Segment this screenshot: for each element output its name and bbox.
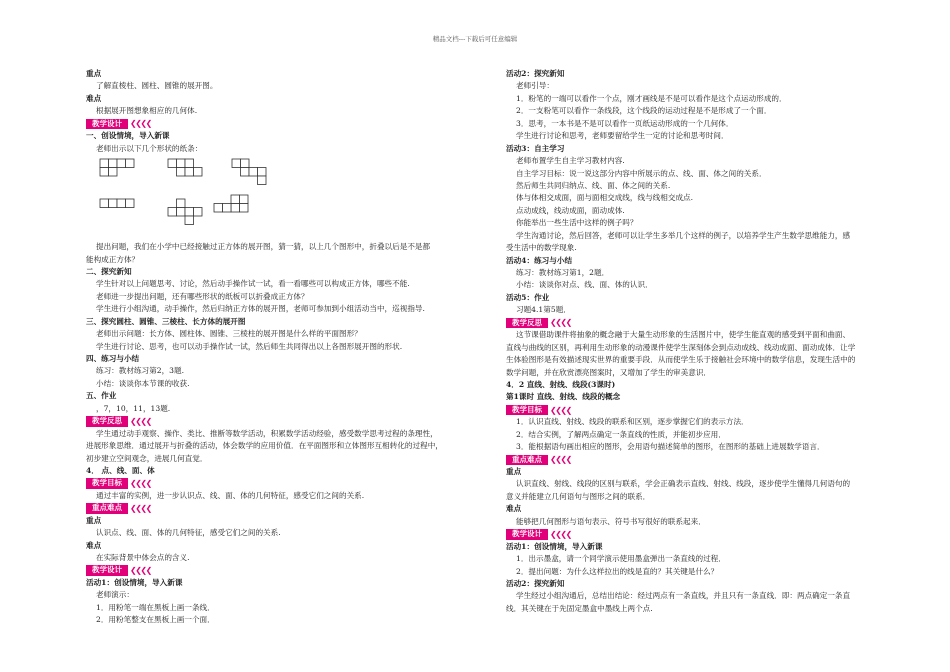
text-line: 老师进一步提出问题，还有哪些形状的纸板可以折叠成正方体？ <box>96 291 309 301</box>
chevron-decoration-icon: ❮❮❮❮ <box>130 119 151 129</box>
section-heading: 四、练习与小结 <box>86 354 140 363</box>
text-line: 1．认识直线、射线、线段的联系和区别，逐步掌握它们的表示方法． <box>516 417 749 427</box>
text-line: 3．能根据语句画出相应的图形，会用语句描述简单的图形，在图形的基础上进展数学语言． <box>516 442 825 452</box>
chevron-decoration-icon: ❮❮❮❮ <box>130 503 151 513</box>
text-line: 能构成正方体？ <box>86 254 140 264</box>
text-line: 1．出示墨盒，请一个同学演示使用墨盒弹出一条直线的过程． <box>516 554 726 564</box>
section-heading: 三、探究圆柱、圆锥、三棱柱、长方体的展开图 <box>86 316 246 326</box>
text-line: 然后师生共同归纳点、线、面、体之间的关系. <box>516 180 671 190</box>
net-square <box>177 168 186 177</box>
banner-label: 教学设计 <box>86 119 128 130</box>
text-line: 学生沟通讨论，然后回答，老师可以让学生多举几个这样的例子，以培养学生产生数学思维能力，感 <box>516 230 851 240</box>
section-heading: 重点 <box>86 69 102 78</box>
net-square <box>177 208 186 217</box>
text-line: 学生进行讨论和思考，老师要留给学生一定的讨论和思考时间． <box>516 131 729 141</box>
net-square <box>168 208 177 217</box>
banner-label: 教学设计 <box>86 565 128 576</box>
text-line: 小结：谈谈你对点、线、面、体的认识． <box>516 280 653 290</box>
chevron-decoration-icon: ❮❮❮❮ <box>550 318 571 328</box>
section-heading: 难点 <box>86 540 102 550</box>
paper-strip-nets-figure <box>86 155 306 241</box>
text-line: 了解直棱柱、圆柱、圆锥的展开图。 <box>96 81 218 91</box>
net-square <box>177 159 186 168</box>
text-line: 练习：教材练习第2，3题. <box>96 366 185 376</box>
banner-label: 教学目标 <box>86 478 128 489</box>
text-line: 小结：谈谈你本节课的收获. <box>96 378 190 388</box>
text-line: 认识直线、射线、线段的区别与联系，学会正确表示直线、射线、线段，逐步使学生懂得几何语句的 <box>516 479 851 489</box>
text-line: 通过丰富的实例，进一步认识点、线、面、体的几何特征，感受它们之间的关系. <box>96 490 365 500</box>
text-line: 初步建立空间观念，进展几何直觉． <box>86 453 208 463</box>
section-banner <box>86 477 486 489</box>
net-square <box>185 168 194 177</box>
text-line: 老师演示： <box>96 590 134 600</box>
banner-label: 教学设计 <box>506 529 548 540</box>
text-line: 自主学习目标：说一说这部分内容中所展示的点、线、面、体之间的关系． <box>516 168 767 178</box>
text-line: 1．用粉笔一端在黑板上画一条线． <box>96 602 215 612</box>
net-square <box>185 216 194 225</box>
text-line: 学生进行小组沟通，动手操作，然后归纳正方体的展开图，老师可参加到小组活动当中，巡视指导. <box>96 304 425 314</box>
net-square <box>249 168 258 177</box>
section-heading: 重点 <box>506 467 522 476</box>
banner-label: 教学反思 <box>506 318 548 329</box>
net-square <box>126 159 135 168</box>
section-heading: 难点 <box>506 504 522 514</box>
banner-label: 重点难点 <box>506 455 548 466</box>
section-banner <box>506 528 906 540</box>
page-header: 精品文档---下载后可任意编辑 <box>432 35 518 43</box>
nets-figure-container <box>86 155 486 241</box>
net-square <box>194 208 203 217</box>
banner-label: 重点难点 <box>86 503 128 514</box>
net-square <box>100 159 109 168</box>
section-heading: 活动2：探究新知 <box>506 578 565 588</box>
text-line: 老师引导： <box>516 81 554 91</box>
text-line: 老师布置学生自主学习教材内容. <box>516 156 625 166</box>
section-banner <box>506 454 906 466</box>
chevron-decoration-icon: ❮❮❮❮ <box>550 455 571 465</box>
net-square <box>232 159 241 168</box>
section-heading: 活动3：自主学习 <box>506 143 565 153</box>
net-square <box>126 199 135 208</box>
text-line: 3．思考，一本书是不是可以看作一页纸运动形成的一个几何体． <box>516 118 734 128</box>
net-square <box>109 159 118 168</box>
net-square <box>100 168 109 177</box>
section-heading: 第1课时 直线、射线、线段的概念 <box>506 392 621 402</box>
chevron-decoration-icon: ❮❮❮❮ <box>550 529 571 539</box>
square-net-5 <box>232 159 266 185</box>
chevron-decoration-icon: ❮❮❮❮ <box>130 566 151 576</box>
section-heading: 4． 点、线、面、体 <box>86 465 155 475</box>
net-square <box>231 195 240 204</box>
net-square <box>109 168 118 177</box>
square-net-4 <box>168 199 202 225</box>
text-line: 这节课借助课件将抽象的概念融于大量生动形象的生活图片中，使学生能直观的感受到平面和曲面、 <box>516 330 851 340</box>
chevron-decoration-icon: ❮❮❮❮ <box>130 416 151 426</box>
net-square <box>258 168 267 177</box>
section-heading: 活动1：创设情境，导入新课 <box>86 577 183 587</box>
text-line: 根据展开图想象相应的几何体. <box>96 106 198 116</box>
left-column <box>86 68 486 627</box>
square-net-3 <box>168 159 202 176</box>
section-heading: 五、作业 <box>86 391 117 401</box>
right-column <box>506 68 906 615</box>
text-line: 学生针对以上问题思考、讨论，然后动手操作试一试，看一看哪些可以构成正方体，哪些不能. <box>96 279 410 289</box>
net-square <box>241 168 250 177</box>
text-line: 意义并能建立几何语句与图形之间的联系． <box>506 491 651 501</box>
section-heading: 一、创设情境，导入新课 <box>86 131 170 141</box>
net-square <box>117 199 126 208</box>
text-line: 直线与曲线的区别，再利用生动形象的动漫课件使学生深刻体会到点动成线、线动成面、面动成体．让学 <box>506 342 856 352</box>
section-banner <box>86 118 486 130</box>
section-heading: 二、探究新知 <box>86 266 132 276</box>
chevron-decoration-icon: ❮❮❮❮ <box>130 479 151 489</box>
text-line: 2．结合实例，了解两点确定一条直线的性质，并能初步应用． <box>516 429 726 439</box>
text-line: 你能举出一些生活中这样的例子吗？ <box>516 218 638 228</box>
section-banner <box>86 564 486 576</box>
net-square <box>168 159 177 168</box>
text-line: 线．其关键在于先固定墨盒中墨线上两个点. <box>506 603 653 613</box>
square-net-1 <box>100 159 134 176</box>
text-line: 生体验图形是有效描述现实世界的重要手段．从而使学生乐于接触社会环境中的数学信息，发现生活中的 <box>506 355 856 365</box>
text-line: 2．一支粉笔可以看作一条线段，这个线段的运动过程是不是形成了一个面． <box>516 106 772 116</box>
text-line: 2．用粉笔整支在黑板上画一个面． <box>96 615 215 625</box>
text-line: 数学问题，并在欣赏漂亮图案时，又增加了学生的审美意识． <box>506 367 712 377</box>
section-banner <box>506 317 906 329</box>
text-line: 体与体相交成面，面与面相交成线，线与线相交成点. <box>516 193 694 203</box>
section-banner <box>86 502 486 514</box>
section-heading: 难点 <box>86 93 102 103</box>
text-line: 能够把几何图形与语句表示、符号书写很好的联系起来． <box>516 516 706 526</box>
text-line: 受生活中的数学现象. <box>506 243 577 253</box>
net-square <box>100 199 109 208</box>
net-square <box>214 204 223 213</box>
section-heading: 活动2：探究新知 <box>506 69 565 78</box>
net-square <box>231 204 240 213</box>
net-square <box>109 199 118 208</box>
text-line: 点动成线，线动成面，面动成体. <box>516 205 625 215</box>
square-net-2 <box>100 199 134 208</box>
banner-label: 教学反思 <box>86 416 128 427</box>
net-square <box>117 159 126 168</box>
text-line: 在实际背景中体会点的含义. <box>96 553 190 562</box>
chevron-decoration-icon: ❮❮❮❮ <box>550 405 571 415</box>
banner-label: 教学目标 <box>506 405 548 416</box>
net-square <box>240 195 249 204</box>
net-square <box>194 168 203 177</box>
section-heading: 活动4：练习与小结 <box>506 255 573 265</box>
text-line: 进展形象思维．通过展开与折叠的活动，体会数学的应用价值．在平面图形和立体图形互相转化的过程中， <box>86 441 443 451</box>
section-banner <box>86 415 486 427</box>
net-square <box>240 204 249 213</box>
section-banner <box>506 404 906 416</box>
net-square <box>185 159 194 168</box>
section-heading: 4．2 直线、射线、线段(3课时) <box>506 379 616 389</box>
net-square <box>177 199 186 208</box>
square-net-6 <box>214 195 248 212</box>
net-square <box>241 159 250 168</box>
text-line: 认识点、线、面、体的几何特征，感受它们之间的关系. <box>96 528 281 538</box>
section-heading: 活动5：作业 <box>506 292 550 302</box>
text-line: 1．粉笔的一端可以看作一个点，刚才画线是不是可以看作是这个点运动形成的． <box>516 93 787 103</box>
text-line: 练习：教材练习第1，2题． <box>516 268 610 277</box>
text-line: 学生通过动手观察、操作、类比、推断等数学活动，积累数学活动经验，感受数学思考过程的条理性， <box>96 428 438 438</box>
text-line: 老师出示以下几个形状的纸条： <box>96 143 203 153</box>
net-square <box>223 204 232 213</box>
text-line: ，7，10，11，13题. <box>96 403 171 413</box>
section-heading: 重点 <box>86 515 102 525</box>
text-line: 学生进行讨论、思考，也可以动手操作试一试，然后师生共同得出以上各图形展开图的形状. <box>96 341 403 351</box>
net-square <box>185 208 194 217</box>
text-line: 习题4.1第5题． <box>516 305 571 315</box>
text-line: 2．提出问题：为什么这样拉出的线是直的？其关键是什么？ <box>516 566 719 576</box>
section-heading: 活动1：创设情境，导入新课 <box>506 541 603 551</box>
text-line: 提出问题，我们在小学中已经接触过正方体的展开图，猜一猜，以上几个图形中，折叠以后是不是都 <box>96 242 431 252</box>
net-square <box>258 176 267 185</box>
text-line: 学生经过小组沟通后，总结出结论：经过两点有一条直线，并且只有一条直线．即：两点确定一条直 <box>516 591 851 601</box>
text-line: 老师出示问题：长方体、圆柱体、圆锥、三棱柱的展开图是什么样的平面图形？ <box>96 329 362 339</box>
